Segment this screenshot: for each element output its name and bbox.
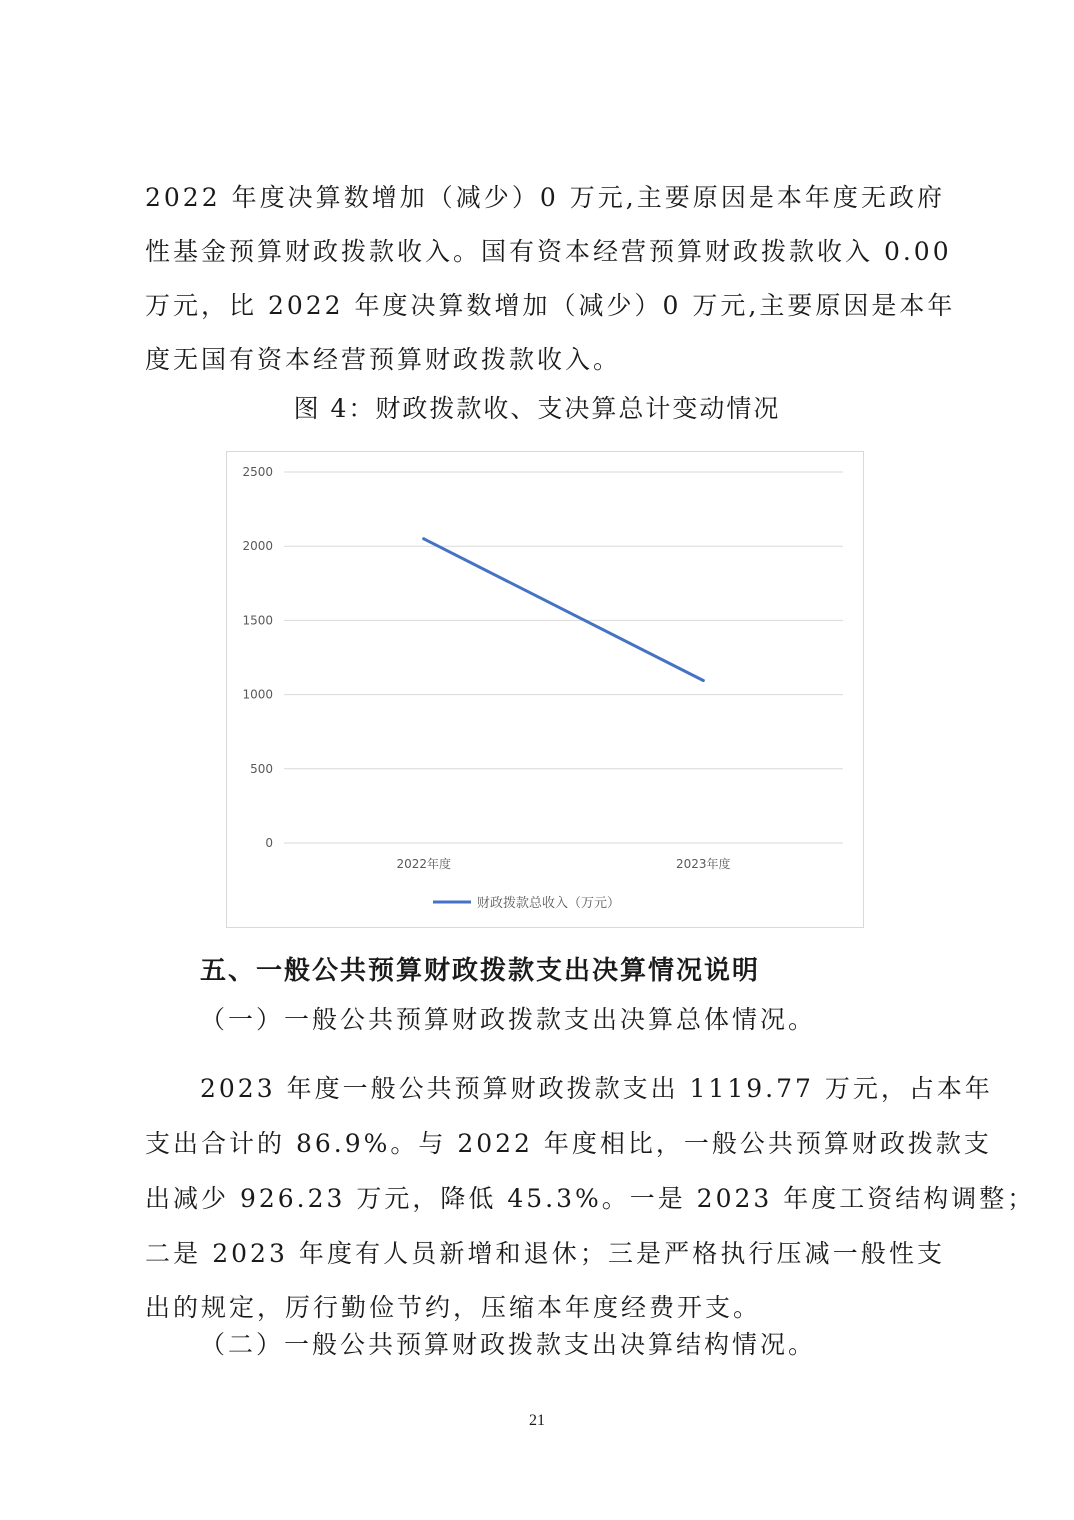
paragraph-line: 出减少 926.23 万元，降低 45.3%。一是 2023 年度工资结构调整； <box>145 1184 1036 1213</box>
paragraph-line: 2023 年度一般公共预算财政拨款支出 1119.77 万元，占本年 <box>200 1074 993 1103</box>
paragraph-line: 二是 2023 年度有人员新增和退休；三是严格执行压减一般性支 <box>145 1239 945 1268</box>
data-point <box>702 679 705 682</box>
paragraph-line: 支出合计的 86.9%。与 2022 年度相比，一般公共预算财政拨款支 <box>145 1129 992 1158</box>
line-chart <box>226 451 864 928</box>
paragraph-line: 出的规定，厉行勤俭节约，压缩本年度经费开支。 <box>145 1293 762 1322</box>
chart-svg <box>227 452 863 927</box>
page-number: 21 <box>529 1412 545 1429</box>
legend-label: 财政拨款总收入（万元） <box>477 896 621 911</box>
paragraph-line: 2022 年度决算数增加（减少）0 万元,主要原因是本年度无政府 <box>145 183 945 212</box>
x-tick-label: 2023年度 <box>675 857 731 871</box>
figure-caption: 图 4：财政拨款收、支决算总计变动情况 <box>293 394 781 423</box>
y-tick-label: 1500 <box>242 613 273 628</box>
subsection-heading: （二）一般公共预算财政拨款支出决算结构情况。 <box>200 1330 817 1359</box>
y-tick-label: 2500 <box>242 465 273 479</box>
paragraph-line: 万元，比 2022 年度决算数增加（减少）0 万元,主要原因是本年 <box>145 291 956 320</box>
paragraph-line: 度无国有资本经营预算财政拨款收入。 <box>145 345 622 374</box>
data-point <box>422 537 425 540</box>
series-line <box>424 539 704 681</box>
section-heading: 五、一般公共预算财政拨款支出决算情况说明 <box>200 956 761 986</box>
y-tick-label: 2000 <box>242 539 273 554</box>
paragraph-line: 性基金预算财政拨款收入。国有资本经营预算财政拨款收入 0.00 <box>145 237 952 266</box>
y-tick-label: 0 <box>265 836 273 850</box>
y-tick-label: 500 <box>250 761 273 776</box>
y-tick-label: 1000 <box>242 687 273 702</box>
x-tick-label: 2022年度 <box>396 857 452 871</box>
subsection-heading: （一）一般公共预算财政拨款支出决算总体情况。 <box>200 1005 817 1034</box>
